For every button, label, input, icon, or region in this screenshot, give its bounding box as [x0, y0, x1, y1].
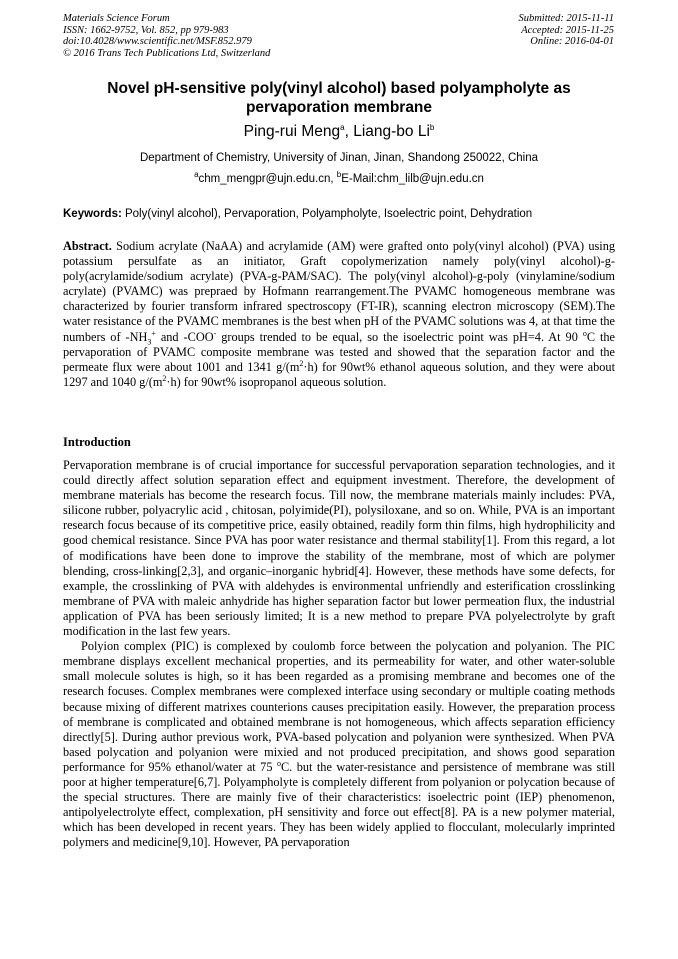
intro-p2-text-a: Polyion complex (PIC) is complexed by coulomb force between the polycation and polyanion. The PIC membrane displays excellent mechanical properties, and its permeability for water, and other water-soluble small molecule solutes is high, so it has been regarded as a promising membrane and becomes one of the research focuses. Complex membranes were complexed interface using secondary or multiple coating methods because mixing of different matrixes counterions causes precipitation easily. However, the preparation process of membrane is complicated and obtained membrane is not homogeneous, which affects separation efficiency directly[5]. During author previous work, PVA-based polycation and polyanion were synthesized. When PVA based polycation and polyanion were mixied and not produced precipitation, and shows good separation performance for 95% ethanol/water at 75 [63, 639, 615, 774]
title-line-1: Novel pH-sensitive poly(vinyl alcohol) based polyampholyte as [107, 80, 571, 97]
abstract-sup-2b: 2 [162, 373, 167, 383]
author-1-affil-mark: a [340, 122, 345, 132]
keywords-text: Poly(vinyl alcohol), Pervaporation, Polyampholyte, Isoelectric point, Dehydration [121, 208, 533, 220]
abstract-sup-degree: o [582, 328, 587, 338]
abstract-text-1: Sodium acrylate (NaAA) and acrylamide (AM) were grafted onto poly(vinyl alcohol) (PVA) using potassium persulfate as an initiator, Graft copolymerization namely poly(vinyl alcohol)-g-poly(acrylamide/sodium acrylate) (PVA-g-PAM/SAC). The poly(vinyl alcohol)-g-poly (vinylamine/sodium acrylate) (PVAMC) was prepraed by Hofmann rearrangement.The PVAMC homogeneous membrane was characterized by fourier transform infrared spectroscopy (FT-IR), scanning electron microscopy (SEM).The water resistance of the PVAMC membranes is the best when pH of the PVAMC solutions was 4, at that time the numbers of -NH [63, 239, 615, 344]
abstract-text-2: and -COO [155, 329, 214, 344]
abstract-text-5: ·h) for 90wt% ethanol aqueous solution, and they were about 1297 and 1040 g/(m [63, 359, 615, 389]
author-2: Liang-bo Li [353, 123, 430, 140]
abstract-text-4: C the pervaporation of PVAMC composite membrane was tested and showed that the separation factor and the permeate flux were about 1001 and 1341 g/(m [63, 329, 615, 374]
accepted-date: Accepted: 2015-11-25 [521, 24, 614, 36]
introduction-heading: Introduction [63, 435, 131, 449]
abstract-text-3: groups trended to be equal, so the isoelectric point was pH=4. At 90 [216, 329, 583, 344]
intro-paragraph-1: Pervaporation membrane is of crucial importance for successful pervaporation separation technologies, and it could directly affect solution separation effect and equipment investment. Therefore, the development of membrane materials has become the research focus. Till now, the membrane materials mainly includes: PVA, silicone rubber, polyacrylic acid , chitosan, polyimide(PI), polysiloxane, and so on. While, PVA is an important research focus because of its competitive price, easily obtained, readily form thin films, high hydrophilicity and good chemical resistance. Since PVA has poor water resistance and thermal stability[1]. From this regard, a lot of modifications have been done to improve the stability of the membrane, most of which are polymer blending, cross-linking[2,3], and organic–inorganic hybrid[4]. However, these methods have some defects, for example, the crosslinking of PVA with aldehydes is environmental unfriendly and esterification crosslinking membrane of PVA with maleic anhydride has higher separation factor but lower permeation flux, the industrial application of PVA has been seriously limited; It is a new method to prepare PVA polyelectrolyte by graft modification in the last few years. [63, 458, 615, 639]
intro-p2-text-b: C. but the water-resistance and persistence of membrane was still poor at higher temperature[6,7]. Polyampholyte is completely different from polyanion or polycation because of the special structures. There are mainly five of their characteristics: isoelectric point (IEP) phenomenon, antipolyelectrolyte effect, complexation, pH sensitivity and force out effect[8]. PA is a new polymer material, which has been developed in recent years. They has been widely applied to flocculant, molecularly imprinted polymers and medicine[9,10]. However, PA pervaporation [63, 759, 615, 850]
email-a-mark: a [194, 170, 199, 180]
intro-p2-sup-degree: o [276, 758, 281, 768]
author-2-affil-mark: b [429, 122, 435, 132]
abstract-sup-minus: - [213, 328, 217, 338]
author-separator: , [344, 123, 354, 140]
introduction-body [63, 458, 615, 850]
abstract-text-6: ·h) for 90wt% isopropanol aqueous solution. [166, 374, 387, 389]
email-a: chm_mengpr@ujn.edu.cn, [198, 173, 337, 185]
email-b: E-Mail:chm_lilb@ujn.edu.cn [341, 173, 484, 185]
affiliation: Department of Chemistry, University of Jinan, Jinan, Shandong 250022, China [139, 152, 539, 164]
paper-title [60, 79, 618, 117]
journal-name: Materials Science Forum [63, 13, 170, 24]
online-date: Online: 2016-04-01 [530, 36, 614, 47]
keywords-label: Keywords: [63, 208, 122, 220]
intro-paragraph-2 [63, 639, 615, 850]
abstract-sup-plus: + [151, 328, 156, 338]
copyright-line: © 2016 Trans Tech Publications Ltd, Switzerland [63, 47, 271, 59]
submitted-date: Submitted: 2015-11-11 [518, 13, 614, 24]
keywords-line [63, 207, 615, 221]
journal-header-right [518, 13, 614, 48]
author-list [60, 122, 618, 141]
journal-issn: ISSN: 1662-9752, Vol. 852, pp 979-983 [63, 24, 229, 36]
email-b-mark: b [336, 170, 342, 180]
author-emails [60, 172, 618, 186]
abstract-sub-3: 3 [147, 337, 152, 347]
title-line-2: pervaporation membrane [245, 99, 433, 116]
abstract-paragraph [63, 239, 615, 390]
journal-header-left [63, 13, 270, 59]
abstract-label: Abstract. [63, 239, 112, 253]
journal-doi: doi:10.4028/www.scientific.net/MSF.852.979 [63, 36, 252, 47]
abstract-sup-2a: 2 [299, 358, 304, 368]
author-1: Ping-rui Meng [243, 123, 341, 140]
